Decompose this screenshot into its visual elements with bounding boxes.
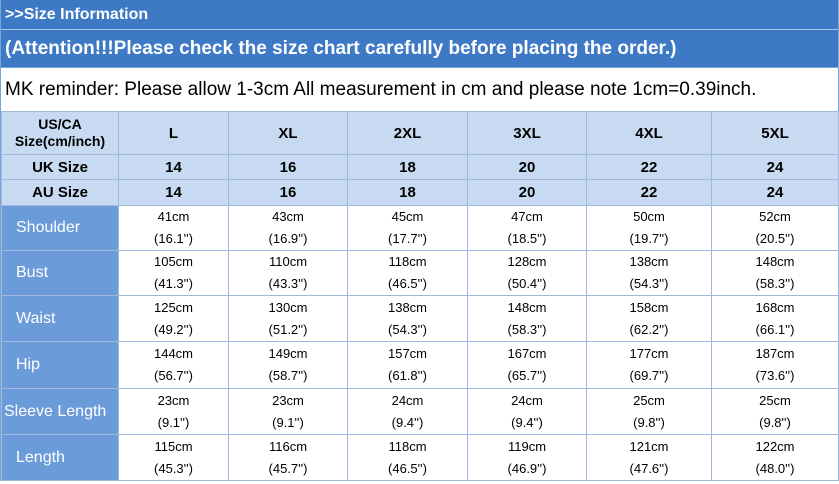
cm-value: 167cm [507, 346, 547, 361]
uk-size-row [2, 155, 839, 180]
cm-value: 121cm [629, 438, 669, 454]
inch-value: (46.5'') [388, 460, 427, 476]
cm-value: 157cm [387, 346, 428, 361]
cm-value: 23cm [157, 392, 190, 408]
measurement-row-bust [2, 251, 839, 296]
uk-size-label: UK Size [2, 155, 119, 180]
corner-label-line2: Size(cm/inch) [14, 133, 106, 149]
measurement-cell [587, 251, 712, 296]
cm-value: 130cm [268, 299, 308, 315]
cm-value: 118cm [388, 254, 427, 269]
cm-value: 41cm [157, 209, 190, 224]
cm-value: 128cm [507, 254, 547, 269]
measurement-cell [348, 251, 468, 296]
inch-value: (19.7'') [629, 231, 669, 246]
inch-value: (9.8'') [759, 414, 791, 430]
measurement-cell [468, 296, 587, 342]
cm-value: 50cm [633, 209, 665, 224]
measurement-label: Bust [2, 251, 119, 296]
cm-value: 149cm [268, 346, 308, 361]
measurement-cell [119, 435, 229, 481]
inch-value: (17.7'') [388, 231, 427, 246]
measurement-cell [712, 435, 839, 481]
inch-value: (41.3'') [154, 276, 193, 291]
inch-value: (16.9'') [268, 231, 308, 246]
inch-value: (9.1'') [272, 414, 304, 430]
inch-value: (73.6'') [755, 368, 795, 383]
inch-value: (58.7'') [268, 368, 308, 383]
measurement-cell [119, 342, 229, 389]
inch-value: (51.2'') [268, 321, 308, 337]
us-ca-size-header [2, 112, 119, 155]
cm-value: 158cm [629, 299, 669, 315]
measurement-label: Hip [2, 342, 119, 389]
inch-value: (54.3'') [629, 276, 669, 291]
cm-value: 119cm [507, 438, 547, 454]
measurement-row-waist [2, 296, 839, 342]
cm-value: 24cm [391, 392, 424, 408]
size-header: 2XL [348, 112, 468, 155]
inch-value: (9.4'') [511, 414, 543, 430]
inch-value: (61.8'') [388, 368, 427, 383]
cm-value: 24cm [511, 392, 543, 408]
measurement-cell [587, 435, 712, 481]
cm-value: 115cm [154, 438, 193, 454]
measurement-cell [712, 389, 839, 435]
inch-value: (47.6'') [629, 460, 669, 476]
measurement-cell [229, 251, 348, 296]
inch-value: (54.3'') [388, 321, 427, 337]
corner-label-line1: US/CA [38, 116, 82, 132]
size-header: XL [229, 112, 348, 155]
measurement-cell [229, 296, 348, 342]
measurement-label: Waist [2, 296, 119, 342]
inch-value: (50.4'') [507, 276, 547, 291]
section-title: >>Size Information [1, 0, 838, 29]
inch-value: (9.4'') [391, 414, 424, 430]
measurement-cell [119, 389, 229, 435]
measurement-cell [587, 342, 712, 389]
measurement-cell [229, 342, 348, 389]
cm-value: 116cm [268, 438, 308, 454]
measurement-cell [229, 435, 348, 481]
cm-value: 25cm [633, 392, 665, 408]
measurement-cell [587, 206, 712, 251]
inch-value: (58.3'') [755, 276, 795, 291]
inch-value: (66.1'') [755, 321, 795, 337]
size-header: 5XL [712, 112, 839, 155]
measurement-cell [468, 342, 587, 389]
measurement-cell [229, 389, 348, 435]
uk-size-value: 22 [587, 155, 712, 180]
measurement-cell [119, 251, 229, 296]
size-header: 4XL [587, 112, 712, 155]
measurement-cell [229, 206, 348, 251]
measurement-cell [348, 296, 468, 342]
measurement-row-shoulder [2, 206, 839, 251]
cm-value: 118cm [388, 438, 427, 454]
measurement-cell [712, 206, 839, 251]
cm-value: 177cm [629, 346, 669, 361]
uk-size-value: 24 [712, 155, 839, 180]
size-header: 3XL [468, 112, 587, 155]
cm-value: 122cm [755, 438, 795, 454]
measurement-label: Shoulder [2, 206, 119, 251]
measurement-cell [468, 389, 587, 435]
measurement-row-length [2, 435, 839, 481]
cm-value: 138cm [629, 254, 669, 269]
inch-value: (46.5'') [388, 276, 427, 291]
measurement-cell [712, 342, 839, 389]
inch-value: (18.5'') [507, 231, 547, 246]
cm-value: 138cm [387, 299, 428, 315]
au-size-value: 24 [712, 180, 839, 206]
attention-notice: (Attention!!!Please check the size chart carefully before placing the order.) [1, 29, 838, 67]
us-size-row [2, 112, 839, 155]
measurement-cell [119, 206, 229, 251]
au-size-value: 22 [587, 180, 712, 206]
measurement-label: Sleeve Length [2, 389, 119, 435]
uk-size-value: 16 [229, 155, 348, 180]
inch-value: (49.2'') [154, 321, 193, 337]
inch-value: (43.3'') [268, 276, 308, 291]
uk-size-value: 20 [468, 155, 587, 180]
measurement-cell [348, 206, 468, 251]
cm-value: 187cm [755, 346, 795, 361]
au-size-label: AU Size [2, 180, 119, 206]
uk-size-value: 18 [348, 155, 468, 180]
measurement-cell [587, 389, 712, 435]
cm-value: 168cm [755, 299, 795, 315]
inch-value: (45.3'') [154, 460, 193, 476]
cm-value: 23cm [272, 392, 304, 408]
cm-value: 144cm [153, 346, 194, 361]
measurement-cell [712, 251, 839, 296]
measurement-cell [468, 251, 587, 296]
inch-value: (48.0'') [755, 460, 795, 476]
measurement-row-sleeve-length [2, 389, 839, 435]
cm-value: 148cm [755, 254, 795, 269]
au-size-value: 14 [119, 180, 229, 206]
cm-value: 125cm [153, 299, 194, 315]
inch-value: (16.1'') [154, 231, 193, 246]
inch-value: (69.7'') [629, 368, 669, 383]
inch-value: (45.7'') [268, 460, 308, 476]
cm-value: 105cm [153, 254, 194, 269]
measurement-label: Length [2, 435, 119, 481]
au-size-value: 20 [468, 180, 587, 206]
cm-value: 47cm [511, 209, 543, 224]
measurement-reminder: MK reminder: Please allow 1-3cm All measurement in cm and please note 1cm=0.39inch. [1, 67, 838, 111]
cm-value: 52cm [759, 209, 791, 224]
uk-size-value: 14 [119, 155, 229, 180]
inch-value: (20.5'') [755, 231, 795, 246]
cm-value: 110cm [268, 254, 308, 269]
inch-value: (56.7'') [154, 368, 193, 383]
measurement-cell [119, 296, 229, 342]
measurement-cell [712, 296, 839, 342]
size-header: L [119, 112, 229, 155]
measurement-cell [468, 435, 587, 481]
inch-value: (65.7'') [507, 368, 547, 383]
inch-value: (9.8'') [633, 414, 665, 430]
measurement-row-hip [2, 342, 839, 389]
au-size-value: 16 [229, 180, 348, 206]
au-size-row [2, 180, 839, 206]
cm-value: 25cm [759, 392, 791, 408]
measurement-cell [348, 342, 468, 389]
measurement-cell [348, 389, 468, 435]
au-size-value: 18 [348, 180, 468, 206]
size-chart-table [1, 111, 839, 481]
inch-value: (58.3'') [507, 321, 547, 337]
inch-value: (46.9'') [507, 460, 547, 476]
inch-value: (9.1'') [157, 414, 190, 430]
cm-value: 45cm [391, 209, 424, 224]
measurement-cell [468, 206, 587, 251]
cm-value: 148cm [507, 299, 547, 315]
measurement-cell [587, 296, 712, 342]
inch-value: (62.2'') [629, 321, 669, 337]
measurement-cell [348, 435, 468, 481]
cm-value: 43cm [272, 209, 304, 224]
